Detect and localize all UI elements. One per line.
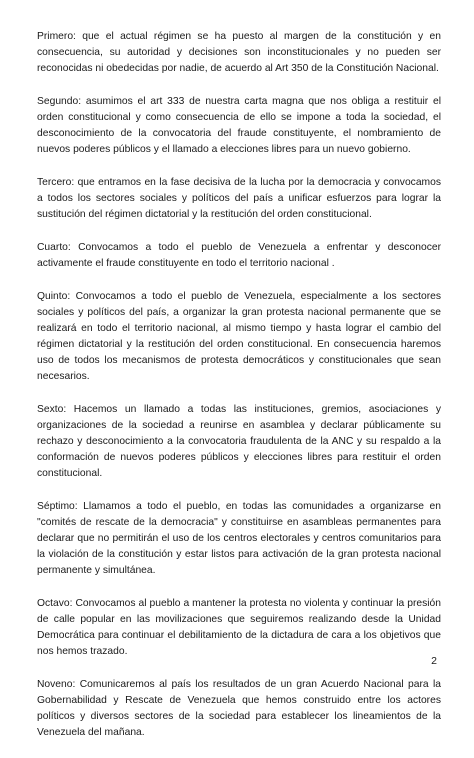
paragraph-primero: Primero: que el actual régimen se ha puesto al margen de la constitución y en consecuencia, su autoridad y decisiones son inconstitucionales y no pueden ser reconocidas ni obedecidas por nadie, de acuerdo al Art 350 de la Constitución Nacional. [37,31,441,74]
paragraph-quinto: Quinto: Convocamos a todo el pueblo de Venezuela, especialmente a los sectores sociales y políticos del país, a organizar la gran protesta nacional permanente que se realizará en todo el territorio nacional, al mismo tiempo y hasta lograr el cambio del régimen dictatorial y la restitución del orden constitucional. En consecuencia haremos uso de todos los mecanismos de protesta democráticos y constitucionales que sean necesarios. [37,291,441,382]
page-number: 2 [431,655,437,667]
paragraph-noveno: Noveno: Comunicaremos al país los resultados de un gran Acuerdo Nacional para la Gobernabilidad y Rescate de Venezuela que hemos construido entre los actores políticos y diversos sectores de la sociedad para establecer los lineamientos de la Venezuela del mañana. [37,679,441,738]
paragraph-sexto: Sexto: Hacemos un llamado a todas las instituciones, gremios, asociaciones y organizaciones de la sociedad a reunirse en asamblea y declarar públicamente su rechazo y desconocimiento a la convocatoria fraudulenta de la ANC y su respaldo a la conformación de nuevos poderes públicos y elecciones libres para restituir el orden constitucional. [37,404,441,479]
document-body [37,29,441,758]
paragraph-segundo: Segundo: asumimos el art 333 de nuestra carta magna que nos obliga a restituir el orden constitucional y como consecuencia de ello se impone a toda la sociedad, el desconocimiento de la convocatoria del fraude constituyente, el nombramiento de nuevos poderes públicos y el llamado a elecciones libres para un nuevo gobierno. [37,96,441,155]
paragraph-tercero: Tercero: que entramos en la fase decisiva de la lucha por la democracia y convocamos a todos los sectores sociales y políticos del país a unificar esfuerzos para lograr la sustitución del régimen dictatorial y la restitución del orden constitucional. [37,177,441,220]
paragraph-octavo: Octavo: Convocamos al pueblo a mantener la protesta no violenta y continuar la presión de calle popular en las movilizaciones que seguiremos realizando desde la Unidad Democrática para continuar el debilitamiento de la dictadura de cara a los objetivos que nos hemos trazado. [37,598,441,657]
paragraph-cuarto: Cuarto: Convocamos a todo el pueblo de Venezuela a enfrentar y desconocer activamente el fraude constituyente en todo el territorio nacional . [37,242,441,269]
paragraph-septimo: Séptimo: Llamamos a todo el pueblo, en todas las comunidades a organizarse en "comités de rescate de la democracia" y constituirse en asambleas permanentes para declarar que no permitirán el uso de los centros electorales y centros comunitarios para la violación de la constitución y estar listos para activación de la gran protesta nacional permanente y simultánea. [37,501,441,576]
